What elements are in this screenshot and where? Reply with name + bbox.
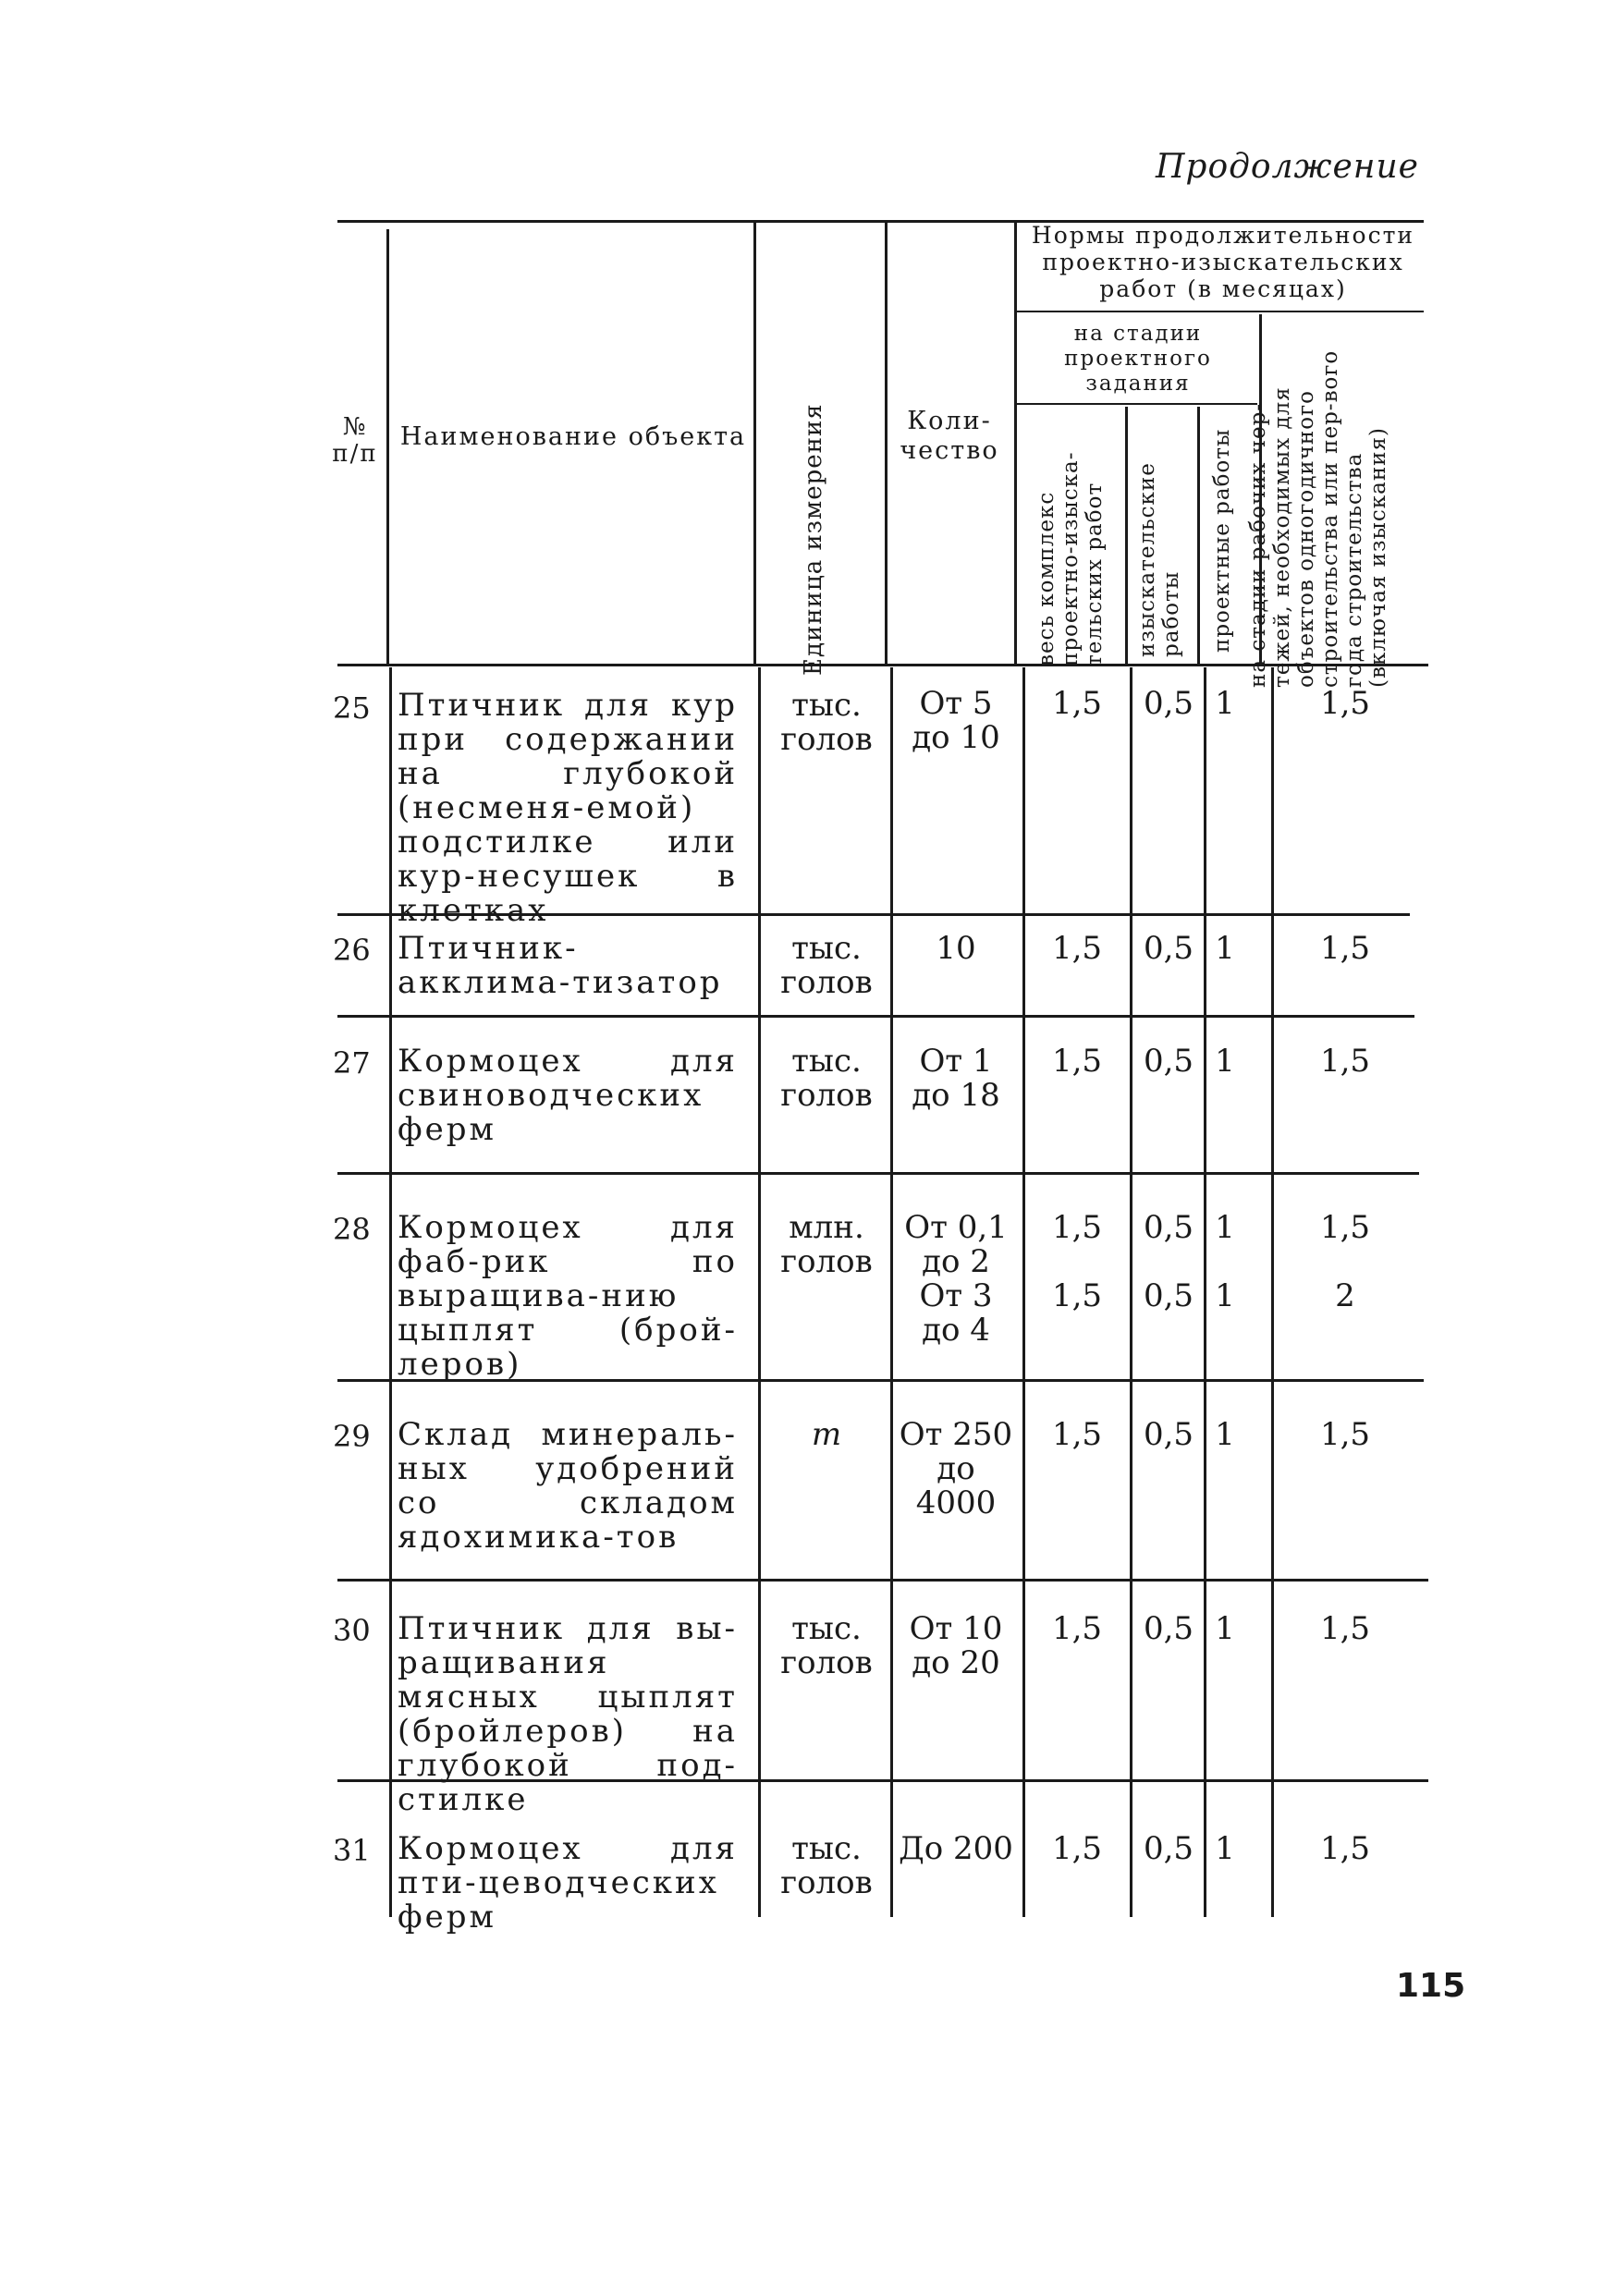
header-col-divider-2 bbox=[753, 220, 756, 664]
row-27-drawings: 1,5 bbox=[1319, 1043, 1371, 1080]
row-30-qty: От 10 до 20 bbox=[909, 1610, 1003, 1681]
header-col-divider-6 bbox=[1197, 407, 1200, 664]
row-27-full: 1,5 bbox=[1051, 1043, 1103, 1080]
row-28-design: 1 1 bbox=[1215, 1209, 1235, 1314]
row-29-unit: т bbox=[811, 1416, 842, 1453]
row-31-unit: тыс. голов bbox=[780, 1830, 873, 1901]
row-28-full: 1,5 1,5 bbox=[1051, 1209, 1103, 1314]
row-28-drawings: 1,5 2 bbox=[1319, 1209, 1371, 1314]
row-26-drawings: 1,5 bbox=[1319, 930, 1371, 967]
body-col-divider-7 bbox=[1271, 667, 1274, 1917]
header-stage-project-task: на стадии проектного задания bbox=[1064, 322, 1212, 396]
row-31-design: 1 bbox=[1215, 1830, 1235, 1867]
row-29-drawings: 1,5 bbox=[1319, 1416, 1371, 1453]
header-num: № п/п bbox=[332, 413, 378, 468]
row-29-qty: От 250 до 4000 bbox=[899, 1416, 1013, 1521]
body-col-divider-1 bbox=[389, 667, 392, 1917]
row-26-design: 1 bbox=[1215, 930, 1235, 967]
row-28-survey: 0,5 0,5 bbox=[1143, 1209, 1194, 1314]
header-survey-works: изыскательские работы bbox=[1135, 462, 1183, 657]
row-31-num: 31 bbox=[333, 1833, 371, 1868]
row-29-full: 1,5 bbox=[1051, 1416, 1103, 1453]
header-norms: Нормы продолжительности проектно-изыскательских работ (в месяцах) bbox=[1031, 222, 1415, 302]
row-26-full: 1,5 bbox=[1051, 930, 1103, 967]
row-29-name: Склад минераль-ных удобрений со складом ядохимика-тов bbox=[398, 1416, 738, 1556]
header-name: Наименование объекта bbox=[399, 422, 747, 451]
row-27-name: Кормоцех для свиноводческих ферм bbox=[398, 1043, 738, 1148]
continued-label: Продолжение bbox=[1156, 148, 1419, 186]
header-working-drawings: на стадии рабочих чер-тежей, необходимых для объектов одногодичного строительства или пер-вого года строительства (включая изыскания) bbox=[1246, 349, 1390, 688]
row-30-name: Птичник для вы-ращивания мясных цыплят (бройлеров) на глубокой под-стилке bbox=[398, 1610, 738, 1818]
row-27-qty: От 1 до 18 bbox=[912, 1043, 1000, 1114]
row-25-qty: От 5 до 10 bbox=[912, 685, 1000, 756]
row-31-qty: До 200 bbox=[899, 1830, 1013, 1867]
row-30-unit: тыс. голов bbox=[780, 1610, 873, 1681]
header-col-divider-3 bbox=[885, 220, 888, 664]
row-31-full: 1,5 bbox=[1051, 1830, 1103, 1867]
row-28-name: Кормоцех для фаб-рик по выращива-нию цыплят (брой-леров) bbox=[398, 1209, 738, 1383]
header-col-divider-5 bbox=[1125, 407, 1128, 664]
header-unit: Единица измерения bbox=[800, 403, 827, 676]
body-col-divider-2 bbox=[758, 667, 761, 1917]
row-25-num: 25 bbox=[333, 690, 371, 726]
header-col-divider-1 bbox=[386, 229, 389, 664]
row-26-unit: тыс. голов bbox=[780, 930, 873, 1001]
row-26-num: 26 bbox=[333, 933, 371, 968]
row-31-survey: 0,5 bbox=[1143, 1830, 1194, 1867]
header-col-divider-4 bbox=[1014, 220, 1017, 664]
header-qty: Коли- чество bbox=[900, 407, 999, 465]
row-31-drawings: 1,5 bbox=[1319, 1830, 1371, 1867]
header-design-works: проектные работы bbox=[1210, 428, 1234, 653]
row-29-num: 29 bbox=[333, 1419, 371, 1454]
row-30-num: 30 bbox=[333, 1613, 371, 1648]
page-number: 115 bbox=[1396, 1967, 1466, 2005]
row-30-survey: 0,5 bbox=[1143, 1610, 1194, 1647]
row-27-num: 27 bbox=[333, 1045, 371, 1081]
row-25-full: 1,5 bbox=[1051, 685, 1103, 722]
header-full-complex: весь комплекс проектно-изыска-тельских работ bbox=[1034, 451, 1107, 666]
row-separator bbox=[337, 1015, 1414, 1018]
row-27-survey: 0,5 bbox=[1143, 1043, 1194, 1080]
row-30-drawings: 1,5 bbox=[1319, 1610, 1371, 1647]
row-28-qty: От 0,1 до 2 От 3 до 4 bbox=[904, 1209, 1008, 1349]
row-25-name: Птичник для кур при содержании на глубокой (несменя-емой) подстилке или кур-несушек в клетках bbox=[398, 687, 738, 929]
row-25-unit: тыс. голов bbox=[780, 687, 873, 758]
row-27-design: 1 bbox=[1215, 1043, 1235, 1080]
row-30-full: 1,5 bbox=[1051, 1610, 1103, 1647]
body-col-divider-4 bbox=[1022, 667, 1025, 1917]
row-separator bbox=[337, 1172, 1419, 1175]
row-26-survey: 0,5 bbox=[1143, 930, 1194, 967]
row-25-survey: 0,5 bbox=[1143, 685, 1194, 722]
row-29-survey: 0,5 bbox=[1143, 1416, 1194, 1453]
row-26-name: Птичник-акклима-тизатор bbox=[398, 930, 723, 1001]
row-28-unit: млн. голов bbox=[780, 1209, 873, 1280]
row-25-design: 1 bbox=[1215, 685, 1235, 722]
row-30-design: 1 bbox=[1215, 1610, 1235, 1647]
row-31-name: Кормоцех для пти-цеводческих ферм bbox=[398, 1830, 738, 1936]
row-26-qty: 10 bbox=[936, 930, 976, 967]
stage-divider bbox=[1017, 403, 1257, 405]
row-27-unit: тыс. голов bbox=[780, 1043, 873, 1114]
row-25-drawings: 1,5 bbox=[1319, 685, 1371, 722]
norms-divider bbox=[1017, 311, 1424, 312]
row-separator bbox=[337, 1579, 1428, 1582]
row-28-num: 28 bbox=[333, 1212, 371, 1247]
row-29-design: 1 bbox=[1215, 1416, 1235, 1453]
